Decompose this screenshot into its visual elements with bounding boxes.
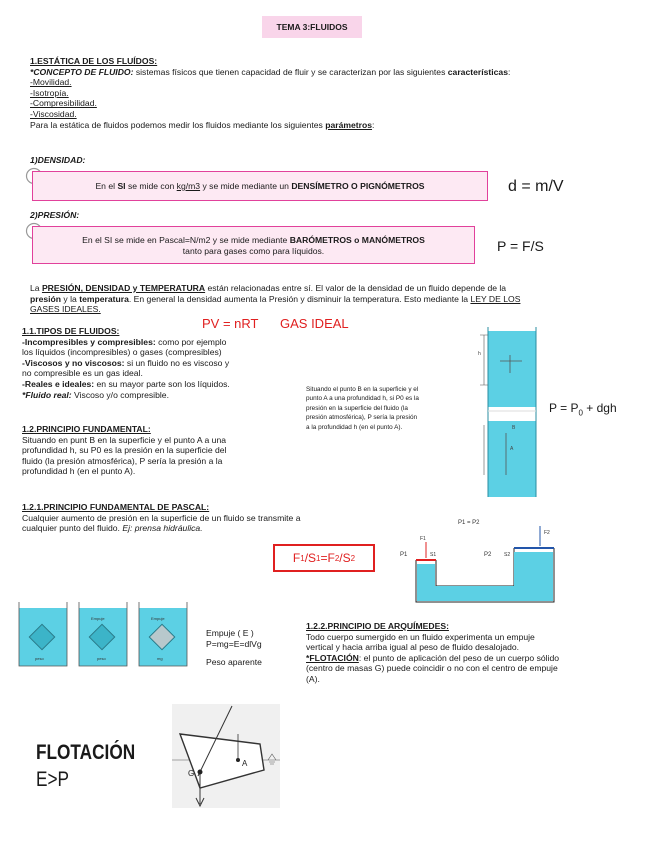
pressure-box-line1 bbox=[33, 235, 474, 246]
pressure-formula: P = F/S bbox=[497, 238, 544, 254]
hydraulic-press-diagram bbox=[396, 512, 566, 610]
density-box-text3: y se mide mediante un bbox=[200, 181, 292, 191]
relation-paragraph bbox=[30, 283, 620, 315]
types-line: los líquidos (incompresibles) o gases (compresibles) bbox=[22, 347, 222, 358]
press-f1: F1 bbox=[420, 536, 426, 542]
buoy-empuje: Empuje ( E ) bbox=[206, 628, 254, 638]
rel-h: LEY DE LOS bbox=[470, 293, 521, 304]
types-text: Viscoso y/o compresible. bbox=[71, 389, 169, 400]
tank-upper-water bbox=[488, 331, 536, 407]
fundamental-line: fluido (la presión atmosférica), P sería la presión a la bbox=[22, 455, 223, 466]
fundamental-section bbox=[22, 424, 282, 477]
archimedes-line: (centro de masas G) puede coincidir o no con el centro de empuje bbox=[306, 663, 558, 674]
relation-line1 bbox=[30, 283, 620, 294]
container-2-label: Empuje bbox=[91, 616, 105, 621]
types-bold: -Viscosos y no viscosos: bbox=[22, 357, 125, 368]
tank-label-b: B bbox=[512, 425, 516, 431]
page-title: TEMA 3:FLUIDOS bbox=[262, 16, 362, 38]
rel-e: y la bbox=[61, 293, 80, 304]
fundamental-heading: 1.2.PRINCIPIO FUNDAMENTAL: bbox=[22, 424, 151, 434]
types-line bbox=[22, 337, 282, 348]
params-bold: parámetros bbox=[325, 119, 373, 130]
params-line bbox=[30, 120, 630, 131]
concept-bold: características bbox=[447, 66, 508, 77]
concept-line bbox=[30, 67, 630, 78]
types-bold: -Reales e ideales: bbox=[22, 378, 95, 389]
buoyancy-text bbox=[206, 628, 262, 668]
caption-line: presión en la superficie del fluido (la bbox=[306, 404, 408, 412]
pascal-example: Ej: prensa hidráulica. bbox=[122, 523, 203, 534]
fundamental-line: profundidad h (en el punto A). bbox=[22, 466, 136, 477]
container-1-label: peso bbox=[35, 656, 44, 661]
rel-d: presión bbox=[30, 293, 62, 304]
ideal-gas-label: GAS IDEAL bbox=[280, 316, 349, 331]
flotacion-sub: E>P bbox=[36, 768, 70, 791]
caption-line: punto A a una profundidad h, si P0 es la bbox=[306, 395, 419, 403]
section-heading: 1.ESTÁTICA DE LOS FLUÍDOS: bbox=[30, 56, 158, 66]
types-text: en su mayor parte son los líquidos. bbox=[94, 378, 230, 389]
buoy-formula: P=mg=E=dlVg bbox=[206, 638, 262, 649]
container-2-sub: peso bbox=[97, 656, 106, 661]
pascal-heading: 1.2.1.PRINCIPIO FUNDAMENTAL DE PASCAL: bbox=[22, 502, 210, 512]
types-text: si un fluido no es viscoso y bbox=[124, 357, 230, 368]
press-p2: P2 bbox=[484, 552, 492, 558]
density-unit: kg/m3 bbox=[176, 181, 201, 191]
prop-item: -Movilidad. bbox=[30, 77, 72, 88]
density-box-text2: se mide con bbox=[125, 181, 177, 191]
params-end: : bbox=[372, 119, 375, 130]
pressure-box-line2: tanto para gases como para líquidos. bbox=[182, 246, 325, 256]
center-mass-label: G bbox=[188, 769, 195, 778]
types-section bbox=[22, 326, 282, 400]
boat-diagram bbox=[172, 704, 280, 808]
tank-caption bbox=[306, 385, 456, 432]
caption-line: a la profundidad h (en el punto A). bbox=[306, 423, 403, 431]
ideal-gas-formula: PV = nRT bbox=[202, 316, 259, 331]
rel-f: temperatura bbox=[79, 293, 129, 304]
prop-item: -Isotropía. bbox=[30, 87, 69, 98]
prop-item: -Viscosidad. bbox=[30, 108, 77, 119]
types-line bbox=[22, 390, 282, 401]
pascal-text: cualquier punto del fluido. bbox=[22, 523, 123, 534]
types-text: como por ejemplo bbox=[155, 336, 227, 347]
rel-c: están relacionadas entre sí. El valor de la densidad de un fluido depende de la bbox=[205, 283, 507, 293]
density-label: 1)DENSIDAD: bbox=[30, 155, 86, 165]
concept-label: *CONCEPTO DE FLUIDO: bbox=[30, 66, 134, 77]
pascal-section bbox=[22, 502, 402, 534]
pressure-box-text: En el SI se mide en Pascal=N/m2 y se mide mediante bbox=[82, 235, 290, 245]
press-fluid bbox=[417, 552, 553, 601]
center-buoyancy-label: A bbox=[242, 759, 248, 768]
container-1 bbox=[19, 602, 67, 666]
pressure-label: 2)PRESIÓN: bbox=[30, 210, 80, 220]
types-line bbox=[22, 358, 282, 369]
caption-line: Situando el punto B en la superficie y el bbox=[306, 386, 419, 393]
concept-text: sistemas físicos que tienen capacidad de fluir y se caracterizan por las siguientes bbox=[133, 66, 448, 77]
tank-label-a: A bbox=[510, 446, 514, 452]
rel-b: PRESIÓN, DENSIDAD y TEMPERATURA bbox=[41, 283, 206, 293]
rel-i: GASES IDEALES. bbox=[30, 304, 101, 315]
tank-label-h: h bbox=[478, 351, 481, 357]
fundamental-line: Situando en punt B en la superficie y el punto A a una bbox=[22, 434, 227, 445]
pressure-box bbox=[32, 226, 475, 264]
archimedes-heading: 1.2.2.PRINCIPIO DE ARQUÍMEDES: bbox=[306, 621, 449, 631]
archimedes-section bbox=[306, 621, 616, 685]
tank-diagram bbox=[478, 325, 542, 501]
caption-line: presión atmosférica), P sería la presión bbox=[306, 414, 418, 422]
density-si: SI bbox=[117, 181, 126, 191]
types-bold: -Incompresibles y compresibles: bbox=[22, 336, 156, 347]
archimedes-text: : el punto de aplicación del peso de un cuerpo sólido bbox=[358, 652, 560, 663]
concept-end: : bbox=[507, 66, 511, 77]
container-3-label: Empuje bbox=[151, 616, 165, 621]
density-box bbox=[32, 171, 488, 201]
tank-lower-water bbox=[488, 421, 536, 497]
press-f2: F2 bbox=[544, 530, 550, 536]
rel-g: . En general la densidad aumenta la Presión y disminuir la temperatura. Esto mediante la bbox=[128, 293, 471, 304]
archimedes-line bbox=[306, 653, 616, 664]
container-3 bbox=[139, 602, 187, 666]
pascal-line bbox=[22, 523, 402, 534]
pascal-line: Cualquier aumento de presión en la superficie de un fluido se transmite a bbox=[22, 512, 301, 523]
fundamental-formula: $P = P_0$ + dgh bbox=[549, 401, 617, 418]
buoyancy-diagram bbox=[17, 598, 192, 670]
fundamental-line: profundidad h, su P0 es la presión en la superficie del bbox=[22, 445, 227, 456]
flotacion-title: FLOTACIÓN bbox=[36, 741, 136, 764]
density-formula: d = m/V bbox=[508, 178, 564, 195]
flotacion-label: *FLOTACIÓN bbox=[306, 652, 359, 663]
types-bold: *Fluido real: bbox=[22, 389, 72, 400]
density-instruments: DENSÍMETRO O PIGNÓMETROS bbox=[291, 181, 425, 191]
container-2 bbox=[79, 602, 127, 666]
pressure-instruments: BARÓMETROS o MANÓMETROS bbox=[289, 235, 425, 245]
archimedes-line: (A). bbox=[306, 673, 320, 684]
press-peq: P1 = P2 bbox=[458, 520, 480, 526]
types-line: no compresible es un gas ideal. bbox=[22, 368, 143, 379]
buoy-peso-aparente: Peso aparente bbox=[206, 657, 262, 668]
press-p1: P1 bbox=[400, 552, 408, 558]
archimedes-line: vertical y hacia arriba igual al peso de fluido desalojado. bbox=[306, 642, 520, 653]
section-statics bbox=[30, 56, 630, 130]
density-box-text: En el bbox=[95, 181, 116, 191]
press-s2: S2 bbox=[504, 552, 511, 558]
relation-line2 bbox=[30, 294, 620, 305]
params-text: Para la estática de fluidos podemos medir los fluidos mediante los siguientes bbox=[30, 119, 326, 130]
pascal-formula-box: F 1 /S 1 =F 2 /S 2 bbox=[273, 544, 375, 572]
rel-a: La bbox=[30, 283, 42, 293]
press-s1: S1 bbox=[430, 552, 437, 558]
types-line bbox=[22, 379, 282, 390]
archimedes-line: Todo cuerpo sumergido en un fluido experimenta un empuje bbox=[306, 631, 535, 642]
types-heading: 1.1.TIPOS DE FLUIDOS: bbox=[22, 326, 120, 336]
container-3-sub: mg bbox=[157, 656, 163, 661]
prop-item: -Compresibilidad. bbox=[30, 98, 97, 109]
